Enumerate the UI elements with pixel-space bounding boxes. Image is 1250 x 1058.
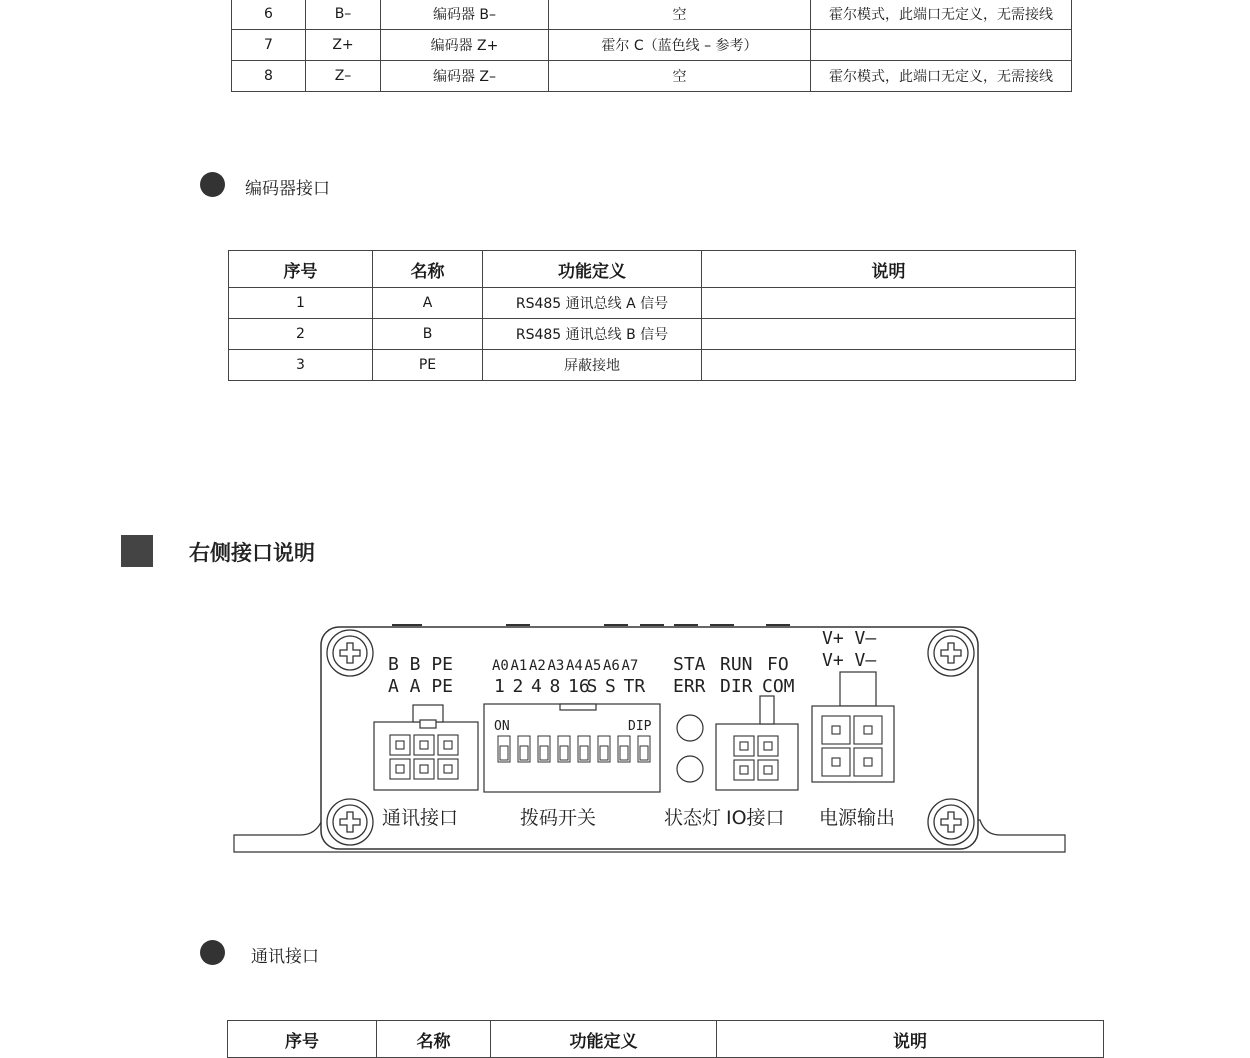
table-row xyxy=(229,288,1076,319)
cell-no: 1 xyxy=(229,288,373,319)
comm-pin-labels-top: B B PE xyxy=(388,654,454,675)
io-dir-label: DIR xyxy=(720,676,753,697)
dip-address-label: A0 xyxy=(492,658,509,674)
encoder-section-title: 编码器接口 xyxy=(245,179,330,199)
cell-note xyxy=(811,30,1072,61)
dip-value-label: S xyxy=(605,676,616,697)
dip-on-label: ON xyxy=(494,719,510,734)
cell-func: 屏蔽接地 xyxy=(483,350,702,381)
led-sta-label: STA xyxy=(673,654,706,675)
table-row xyxy=(232,30,1072,61)
cell-name: 编码器 Z+ xyxy=(381,30,549,61)
comm-section-title: 通讯接口 xyxy=(251,947,319,967)
cell-no: 8 xyxy=(232,61,306,92)
caption-io: IO接口 xyxy=(726,807,785,829)
cell-note: 霍尔模式，此端口无定义，无需接线 xyxy=(811,0,1072,30)
table-row xyxy=(229,319,1076,350)
comm-table xyxy=(227,1020,1104,1058)
dip-address-label: A4 xyxy=(566,658,583,674)
pin-table-top xyxy=(231,0,1072,92)
right-section-title: 右侧接口说明 xyxy=(189,541,315,565)
dip-label: DIP xyxy=(628,719,652,734)
table-row xyxy=(232,0,1072,30)
power-pin xyxy=(822,716,850,744)
connector-pin xyxy=(758,760,778,780)
cell-no: 7 xyxy=(232,30,306,61)
bullet-icon xyxy=(200,172,225,197)
dip-value-label: S xyxy=(586,676,598,697)
connector-pin xyxy=(734,760,754,780)
connector-pin xyxy=(414,759,434,779)
table-row xyxy=(232,61,1072,92)
caption-led: 状态灯 xyxy=(664,807,722,829)
io-fo-label: FO xyxy=(767,654,789,675)
dip-switch xyxy=(598,736,610,762)
header-index: 序号 xyxy=(228,1021,377,1058)
power-pin xyxy=(854,716,882,744)
dip-switch xyxy=(638,736,650,762)
power-pin xyxy=(854,748,882,776)
table-row xyxy=(229,350,1076,381)
power-label-top: V+ V– xyxy=(822,628,877,649)
caption-dip: 拨码开关 xyxy=(520,807,597,829)
dip-address-label: A2 xyxy=(529,658,546,674)
dip-address-label: A3 xyxy=(547,658,565,674)
cell-no: 2 xyxy=(229,319,373,350)
caption-power: 电源输出 xyxy=(819,807,896,829)
dip-address-label: A1 xyxy=(510,658,528,674)
cell-no: 3 xyxy=(229,350,373,381)
dip-value-label: 4 xyxy=(531,676,542,697)
header-index: 序号 xyxy=(229,251,373,288)
io-run-label: RUN xyxy=(720,654,753,675)
dip-value-label: 1 xyxy=(494,676,505,697)
cell-note xyxy=(702,350,1076,381)
cell-name: A xyxy=(373,288,483,319)
cell-pin: Z– xyxy=(306,61,381,92)
cell-pin: Z+ xyxy=(306,30,381,61)
encoder-table xyxy=(228,250,1076,381)
cell-func: RS485 通讯总线 A 信号 xyxy=(483,288,702,319)
cell-name: B xyxy=(373,319,483,350)
dip-switch xyxy=(558,736,570,762)
connector-pin xyxy=(734,736,754,756)
power-pin xyxy=(822,748,850,776)
cell-pin: B– xyxy=(306,0,381,30)
header-name: 名称 xyxy=(373,251,483,288)
header-note: 说明 xyxy=(717,1021,1104,1058)
connector-pin xyxy=(438,759,458,779)
dip-address-label: A7 xyxy=(621,658,639,674)
header-name: 名称 xyxy=(377,1021,491,1058)
dip-address-label: A5 xyxy=(584,658,602,674)
bullet-icon xyxy=(200,940,225,965)
dip-address-label: A6 xyxy=(603,658,620,674)
dip-value-label: 16 xyxy=(568,676,590,697)
cell-name: 编码器 B– xyxy=(381,0,549,30)
dip-value-label: TR xyxy=(623,676,646,697)
connector-pin xyxy=(414,735,434,755)
connector-pin xyxy=(438,735,458,755)
led-err-label: ERR xyxy=(673,676,706,697)
cell-hall: 霍尔 C（蓝色线 – 参考） xyxy=(549,30,811,61)
cell-name: PE xyxy=(373,350,483,381)
power-label-bottom: V+ V– xyxy=(822,650,877,671)
dip-switch xyxy=(518,736,530,762)
cell-note xyxy=(702,319,1076,350)
connector-pin xyxy=(758,736,778,756)
caption-comm: 通讯接口 xyxy=(382,807,459,829)
section-marker-icon xyxy=(121,535,153,567)
cell-func: RS485 通讯总线 B 信号 xyxy=(483,319,702,350)
cell-no: 6 xyxy=(232,0,306,30)
dip-value-label: 8 xyxy=(549,676,561,697)
dip-switch xyxy=(498,736,510,762)
cell-hall: 空 xyxy=(549,61,811,92)
cell-note xyxy=(702,288,1076,319)
cell-note: 霍尔模式，此端口无定义，无需接线 xyxy=(811,61,1072,92)
connector-pin xyxy=(390,759,410,779)
cell-name: 编码器 Z– xyxy=(381,61,549,92)
dip-switch xyxy=(538,736,550,762)
header-function: 功能定义 xyxy=(491,1021,717,1058)
dip-switch xyxy=(578,736,590,762)
cell-hall: 空 xyxy=(549,0,811,30)
header-note: 说明 xyxy=(702,251,1076,288)
dip-switch xyxy=(618,736,630,762)
dip-value-label: 2 xyxy=(512,676,524,697)
connector-pin xyxy=(390,735,410,755)
right-panel-diagram xyxy=(230,620,1070,860)
header-function: 功能定义 xyxy=(483,251,702,288)
comm-pin-labels-bottom: A A PE xyxy=(388,676,454,697)
io-com-label: COM xyxy=(762,676,795,697)
